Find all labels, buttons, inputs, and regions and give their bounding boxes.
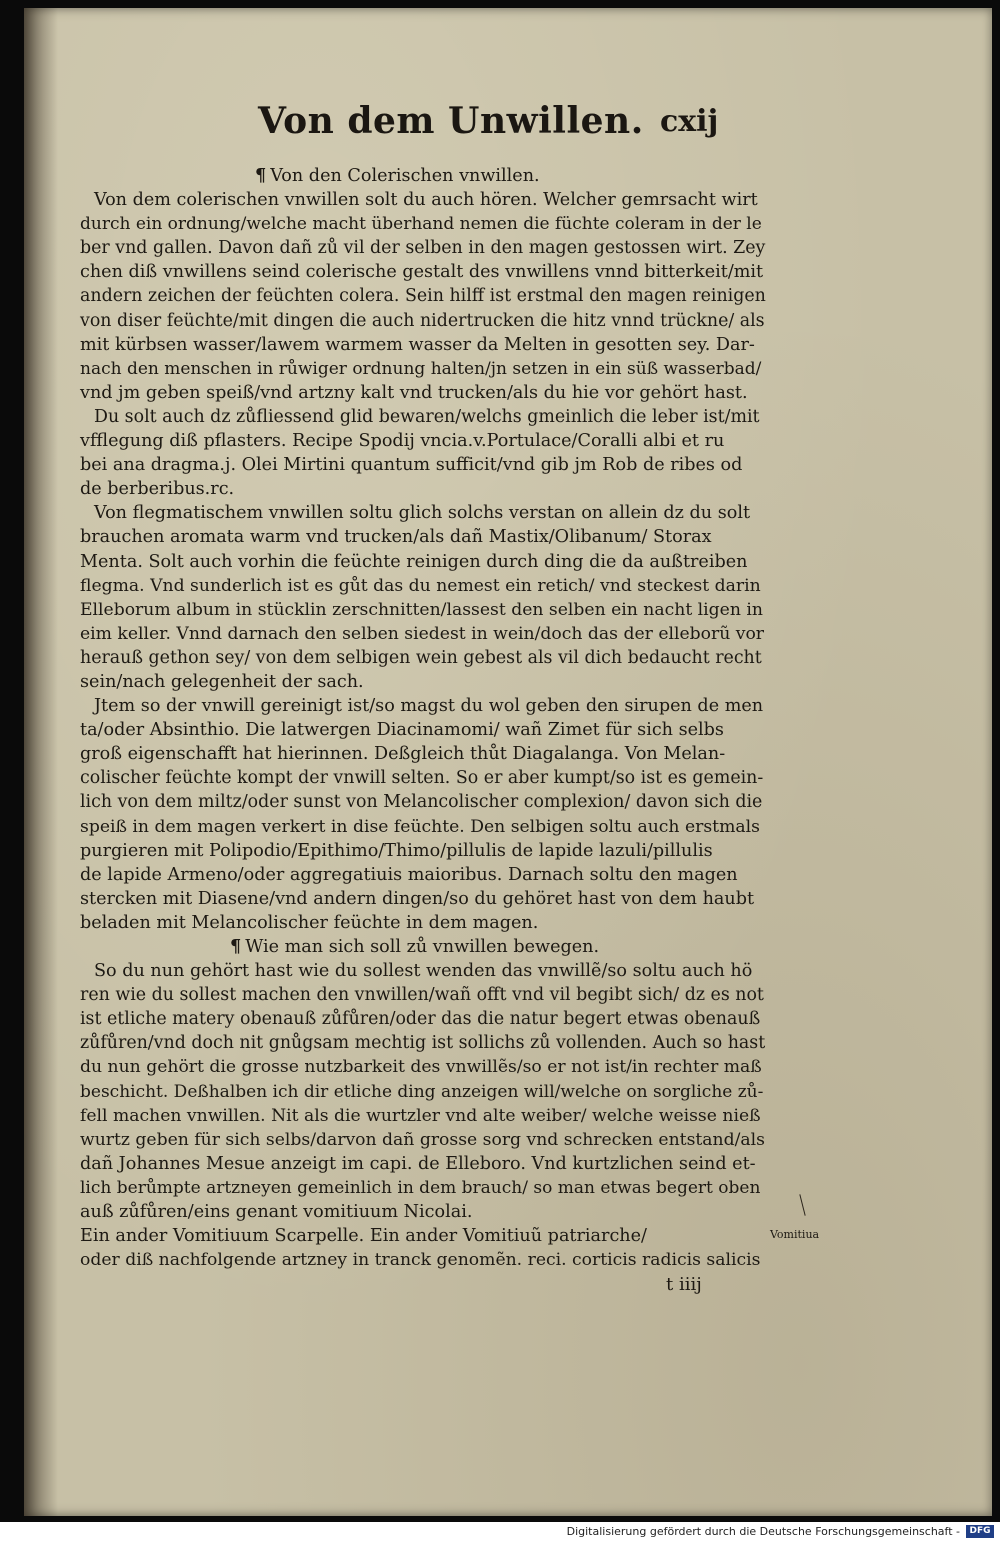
pilcrow-icon: ¶ [230, 936, 242, 957]
text-line: von diser feüchte/mit dingen die auch nidertrucken die hitz vnnd trückne/ als [80, 310, 765, 331]
text-line: sein/nach gelegenheit der sach. [80, 671, 364, 692]
text-line: ber vnd gallen. Davon dañ zů vil der selben in den magen gestossen wirt. Zey [80, 238, 766, 259]
text-line: vnd jm geben speiß/vnd artzny kalt vnd trucken/als du hie vor gehört hast. [80, 382, 748, 403]
document-page [24, 8, 992, 1516]
text-line: fell machen vnwillen. Nit als die wurtzler vnd alte weiber/ welche weisse nieß [80, 1105, 761, 1126]
text-line: ist etliche matery obenauß zůfůren/oder das die natur begert etwas obenauß [80, 1009, 761, 1030]
text-line: Ein ander Vomitiuum Scarpelle. Ein ander Vomitiuũ patriarche/ [80, 1226, 647, 1247]
text-line: beschicht. Deßhalben ich dir etliche ding anzeigen will/welche on sorgliche zů- [80, 1081, 764, 1102]
text-line: du nun gehört die grosse nutzbarkeit des vnwillẽs/so er not ist/in rechter maß [80, 1057, 762, 1078]
text-line: stercken mit Diasene/vnd andern dingen/so du gehöret hast von dem haubt [80, 888, 755, 909]
text-line: vfflegung diß pflasters. Recipe Spodij vncia.v.Portulace/Coralli albi et ru [80, 431, 725, 452]
pilcrow-icon: ¶ [255, 165, 267, 186]
text-line: Von flegmatischem vnwillen soltu glich solchs verstan on allein dz du solt [94, 503, 751, 524]
text-line: wurtz geben für sich selbs/darvon dañ grosse sorg vnd schrecken entstand/als [80, 1129, 765, 1150]
text-line: Du solt auch dz zůfliessend glid bewaren/welchs gmeinlich die leber ist/mit [94, 406, 760, 427]
folio-number: cxij [660, 104, 719, 139]
text-line: beladen mit Melancolischer feüchte in dem magen. [80, 912, 539, 933]
text-line: purgieren mit Polipodio/Epithimo/Thimo/pillulis de lapide lazuli/pillulis [80, 840, 713, 861]
text-line: dañ Johannes Mesue anzeigt im capi. de Elleboro. Vnd kurtzlichen seind et- [80, 1153, 756, 1174]
margin-slash-mark [799, 1194, 805, 1216]
text-line: auß zůfůren/eins genant vomitiuum Nicolai. [80, 1202, 473, 1223]
text-line: andern zeichen der feüchten colera. Sein hilff ist erstmal den magen reinigen [80, 286, 766, 307]
text-line: brauchen aromata warm vnd trucken/als dañ Mastix/Olibanum/ Storax [80, 527, 712, 548]
running-title: Von dem Unwillen. [258, 100, 644, 142]
text-line: de berberibus.rc. [80, 479, 235, 500]
section-one-paragraphs [80, 188, 766, 935]
text-line: oder diß nachfolgende artzney in tranck genomẽn. reci. corticis radicis salicis [80, 1250, 761, 1271]
text-line: lich von dem miltz/oder sunst von Melancolischer complexion/ davon sich die [80, 792, 763, 813]
text-line: nach den menschen in růwiger ordnung halten/jn setzen in ein süß wasserbad/ [80, 358, 762, 379]
text-line: zůfůren/vnd doch nit gnůgsam mechtig ist sollichs zů vollenden. Auch so hast [80, 1033, 766, 1054]
text-line: colischer feüchte kompt der vnwill selten. So er aber kumpt/so ist es gemein- [80, 768, 764, 789]
section-two-paragraphs [80, 959, 766, 1272]
text-line: ren wie du sollest machen den vnwillen/wañ offt vnd vil begibt sich/ dz es not [80, 985, 764, 1006]
section-heading-2 [80, 935, 766, 959]
section-heading-text: Von den Colerischen vnwillen. [270, 166, 540, 186]
margin-note: Vomitiua [770, 1228, 820, 1241]
text-line: speiß in dem magen verkert in dise feüchte. Den selbigen soltu auch erstmals [80, 816, 760, 837]
dfg-logo: DFG [966, 1525, 994, 1538]
page-header [24, 100, 992, 160]
text-line: groß eigenschafft hat hierinnen. Deßgleich thůt Diagalanga. Von Melan- [80, 744, 726, 765]
text-line: de lapide Armeno/oder aggregatiuis maioribus. Darnach soltu den magen [80, 864, 738, 885]
binding-gutter-shadow [24, 8, 58, 1516]
text-line: ta/oder Absinthio. Die latwergen Diacinamomi/ wañ Zimet für sich selbs [80, 720, 724, 741]
text-line: Von dem colerischen vnwillen solt du auch hören. Welcher gemrsacht wirt [94, 190, 758, 211]
text-line: Menta. Solt auch vorhin die feüchte reinigen durch ding die da außtreiben [80, 551, 748, 572]
footer-credit: Digitalisierung gefördert durch die Deutsche Forschungsgemeinschaft - [566, 1525, 960, 1538]
text-line: mit kürbsen wasser/lawem warmem wasser da Melten in gesotten sey. Dar- [80, 334, 755, 355]
text-line: eim keller. Vnnd darnach den selben siedest in wein/doch das der elleborũ vor [80, 623, 765, 644]
text-line: Jtem so der vnwill gereinigt ist/so magst du wol geben den sirupen de men [94, 696, 764, 717]
section-heading-2-text: Wie man sich soll zů vnwillen bewegen. [245, 937, 600, 957]
text-line: So du nun gehört hast wie du sollest wenden das vnwillẽ/so soltu auch hö [94, 961, 753, 982]
signature-mark: t iiij [666, 1274, 702, 1295]
text-line: herauß gethon sey/ von dem selbigen wein gebest als vil dich bedaucht recht [80, 647, 762, 668]
text-line: Elleborum album in stücklin zerschnitten/lassest den selben ein nacht ligen in [80, 599, 763, 620]
text-line: lich berůmpte artzneyen gemeinlich in dem brauch/ so man etwas begert oben [80, 1177, 761, 1198]
text-line: bei ana dragma.j. Olei Mirtini quantum sufficit/vnd gib jm Rob de ribes od [80, 455, 743, 476]
footer-bar [0, 1522, 1000, 1542]
section-heading [80, 164, 766, 188]
text-line: flegma. Vnd sunderlich ist es gůt das du nemest ein retich/ vnd steckest darin [80, 575, 761, 596]
text-line: durch ein ordnung/welche macht überhand nemen die füchte coleram in der le [80, 214, 762, 235]
main-text-block [80, 164, 766, 1272]
text-line: chen diß vnwillens seind colerische gestalt des vnwillens vnnd bitterkeit/mit [80, 262, 764, 283]
